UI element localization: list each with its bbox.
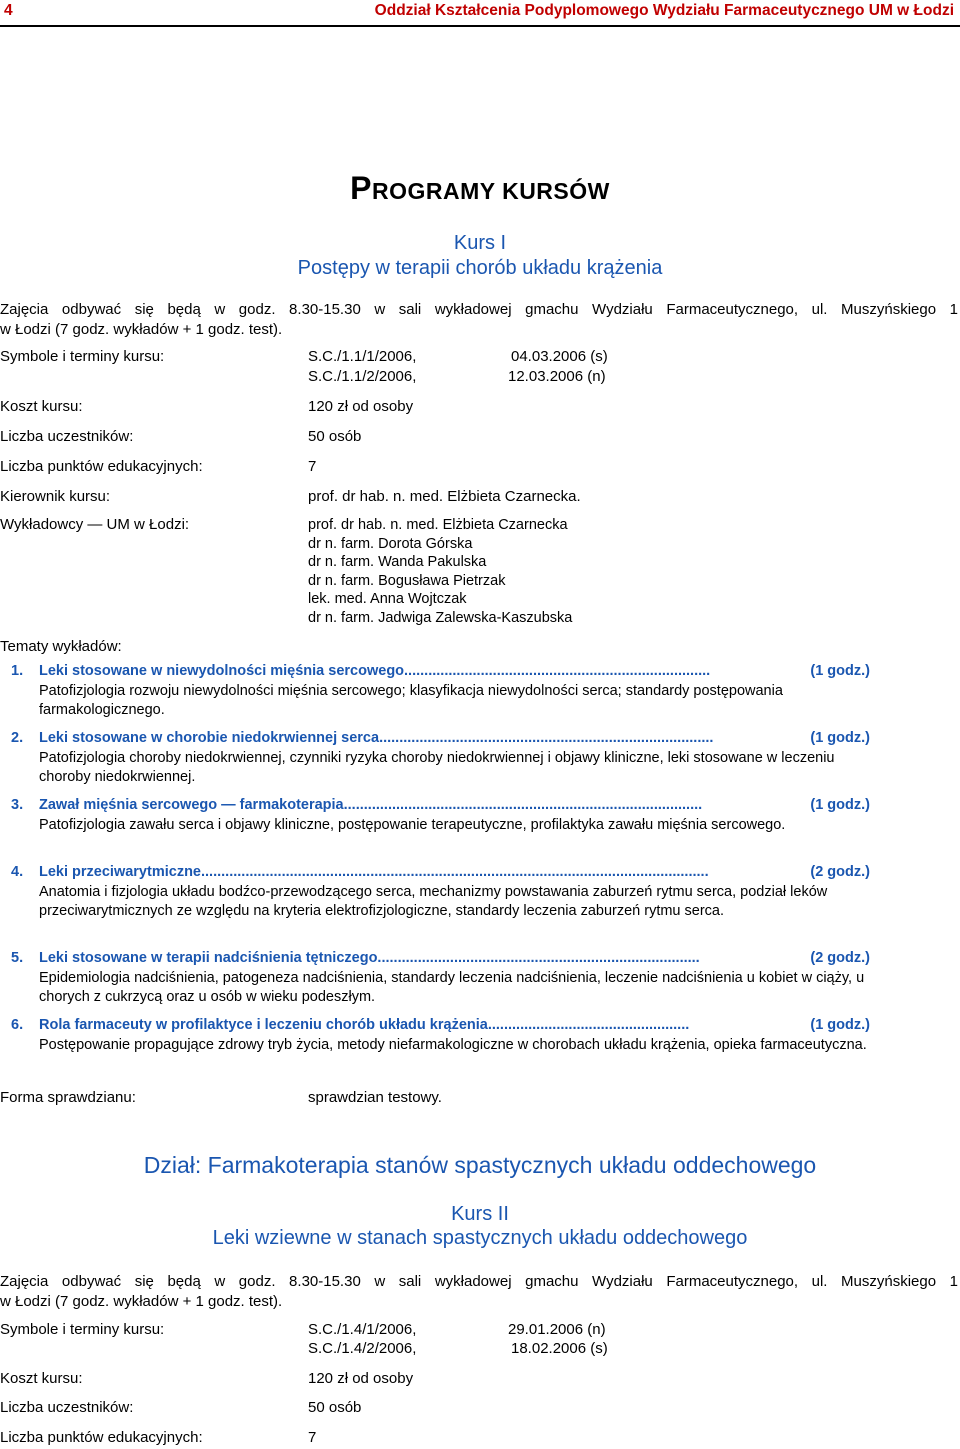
- course-number: Kurs I: [453, 232, 507, 254]
- symbol-code: S.C./1.4/2/2006,: [308, 1340, 417, 1357]
- topic-title: 3. Zawał mięśnia sercowego — farmakoterapia.........................................................................................: [11, 797, 703, 813]
- points-value: 7: [308, 1429, 317, 1446]
- topic-description: Patofizjologia rozwoju niewydolności mięśnia sercowego; klasyfikacja niewydolności serca; standardy postępowania farmakologicznego.: [39, 683, 783, 718]
- symbol-date: 18.02.2006 (s): [511, 1340, 608, 1357]
- topic-hours: (1 godz.): [810, 663, 870, 679]
- topic-description: Epidemiologia nadciśnienia, patogeneza nadciśnienia, standardy leczenia nadciśnienia, leczenie nadciśnienia u kobiet w ciąży, u chorych z cukrzycą oraz u osób w wieku podeszłym.: [39, 970, 865, 1005]
- exam-label: Forma sprawdzianu:: [0, 1089, 136, 1106]
- page-title: PROGRAMY KURSÓW: [350, 170, 610, 206]
- course-name: Leki wziewne w stanach spastycznych układu oddechowego: [212, 1227, 748, 1249]
- topic-hours: (1 godz.): [810, 1017, 870, 1033]
- course-name: Postępy w terapii chorób układu krążenia: [297, 257, 663, 279]
- points-value: 7: [308, 458, 317, 475]
- topic-title: 2. Leki stosowane w chorobie niedokrwiennej serca...................................................................................: [11, 730, 714, 746]
- header-title: Oddział Kształcenia Podyplomowego Wydziału Farmaceutycznego UM w Łodzi: [374, 2, 954, 19]
- course-intro: Zajęcia odbywać się będą w godz. 8.30-15.30 w sali wykładowej gmachu Wydziału Farmaceutycznego, ul. Muszyńskiego 1 w Łodzi (7 godz. wykładów + 1 godz. test).: [0, 1273, 958, 1310]
- participants-value: 50 osób: [308, 428, 362, 445]
- topic-hours: (1 godz.): [810, 730, 870, 746]
- lecturer: dr n. farm. Bogusława Pietrzak: [308, 573, 506, 589]
- section-title: Dział: Farmakoterapia stanów spastycznych układu oddechowego: [143, 1152, 817, 1178]
- symbol-code: S.C./1.1/1/2006,: [308, 348, 417, 365]
- symbols-label: Symbole i terminy kursu:: [0, 348, 165, 365]
- course-number: Kurs II: [451, 1203, 509, 1225]
- symbol-date: 29.01.2006 (n): [508, 1321, 606, 1338]
- topic-description: Anatomia i fizjologia układu bodźco-przewodzącego serca, mechanizmy powstawania zaburzeń rytmu serca, podział leków przeciwarytmicznych ze względu na kryteria elektrofizjologiczne, standardy leczenia zaburzeń rytmu serca.: [39, 884, 828, 919]
- lecturer: lek. med. Anna Wojtczak: [308, 591, 467, 607]
- course-intro: Zajęcia odbywać się będą w godz. 8.30-15.30 w sali wykładowej gmachu Wydziału Farmaceutycznego, ul. Muszyńskiego 1 w Łodzi (7 godz. wykładów + 1 godz. test).: [0, 301, 958, 338]
- topic-hours: (1 godz.): [810, 797, 870, 813]
- participants-value: 50 osób: [308, 1399, 362, 1416]
- symbol-date: 12.03.2006 (n): [508, 368, 606, 385]
- topic-title: 4. Leki przeciwarytmiczne..............................................................................................................................: [11, 864, 709, 880]
- points-label: Liczba punktów edukacyjnych:: [0, 1429, 203, 1446]
- topic-hours: (2 godz.): [810, 950, 870, 966]
- symbol-date: 04.03.2006 (s): [511, 348, 608, 365]
- symbol-code: S.C./1.1/2/2006,: [308, 368, 417, 385]
- topic-description: Patofizjologia zawału serca i objawy kliniczne, postępowanie terapeutyczne, profilaktyka zawału mięśnia sercowego.: [39, 817, 786, 833]
- manager-value: prof. dr hab. n. med. Elżbieta Czarnecka.: [308, 488, 581, 505]
- symbol-code: S.C./1.4/1/2006,: [308, 1321, 417, 1338]
- header-divider: [0, 25, 960, 27]
- cost-value: 120 zł od osoby: [308, 398, 414, 415]
- lecturer: dr n. farm. Jadwiga Zalewska-Kaszubska: [308, 610, 573, 626]
- topic-title: 6. Rola farmaceuty w profilaktyce i leczeniu chorób układu krążenia..................................................: [11, 1017, 690, 1033]
- topic-description: Patofizjologia choroby niedokrwiennej, czynniki ryzyka choroby niedokrwiennej i objawy kliniczne, leki stosowane w leczeniu choroby niedokrwiennej.: [39, 750, 835, 785]
- lecturer: prof. dr hab. n. med. Elżbieta Czarnecka: [308, 517, 568, 533]
- points-label: Liczba punktów edukacyjnych:: [0, 458, 203, 475]
- exam-value: sprawdzian testowy.: [308, 1089, 442, 1106]
- topic-description: Postępowanie propagujące zdrowy tryb życia, metody niefarmakologiczne w chorobach układu krążenia, opieka farmaceutyczna.: [39, 1037, 867, 1053]
- participants-label: Liczba uczestników:: [0, 428, 134, 445]
- topics-label: Tematy wykładów:: [0, 638, 122, 655]
- symbols-label: Symbole i terminy kursu:: [0, 1321, 165, 1338]
- topic-hours: (2 godz.): [810, 864, 870, 880]
- lecturer: dr n. farm. Dorota Górska: [308, 536, 473, 552]
- lecturers-label: Wykładowcy — UM w Łodzi:: [0, 516, 190, 533]
- topic-title: 5. Leki stosowane w terapii nadciśnienia tętniczego................................................................................: [11, 950, 700, 966]
- manager-label: Kierownik kursu:: [0, 488, 111, 505]
- cost-label: Koszt kursu:: [0, 1370, 83, 1387]
- cost-label: Koszt kursu:: [0, 398, 83, 415]
- cost-value: 120 zł od osoby: [308, 1370, 414, 1387]
- participants-label: Liczba uczestników:: [0, 1399, 134, 1416]
- lecturer: dr n. farm. Wanda Pakulska: [308, 554, 487, 570]
- page-number: 4: [4, 2, 13, 19]
- topic-title: 1. Leki stosowane w niewydolności mięśnia sercowego............................................................................: [11, 663, 711, 679]
